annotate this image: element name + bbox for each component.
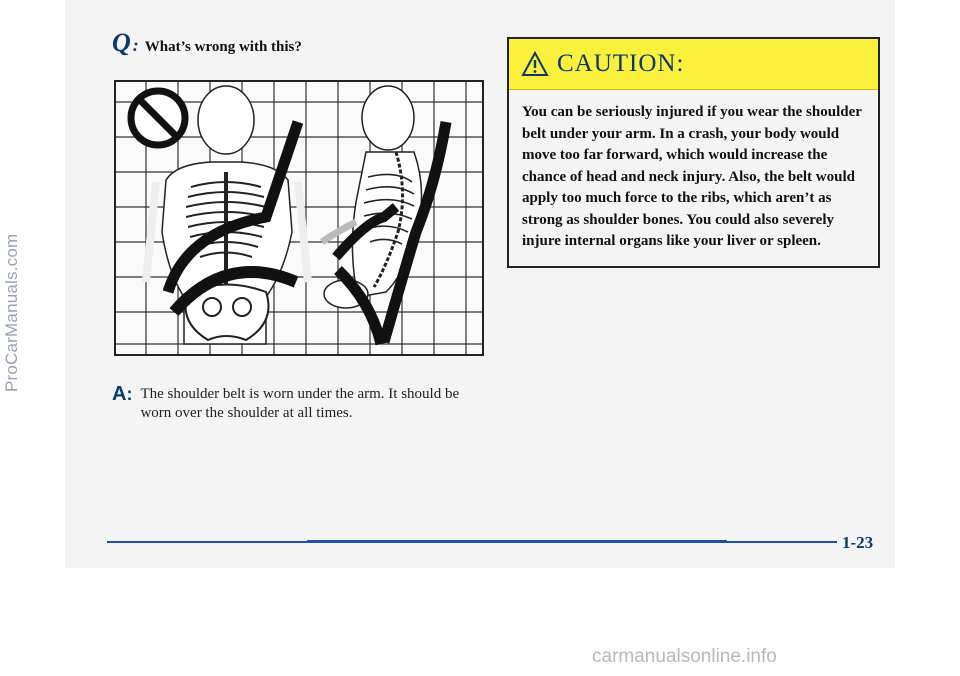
caution-box: [507, 37, 880, 268]
page-number: 1-23: [842, 533, 874, 552]
side-watermark: ProCarManuals.com: [2, 233, 21, 392]
prohibited-icon: [131, 91, 185, 145]
seatbelt-illustration: [114, 80, 484, 356]
caution-title: CAUTION:: [557, 50, 685, 77]
warning-triangle-icon: [521, 51, 549, 77]
answer-line: [112, 385, 470, 423]
answer-letter: A: [112, 383, 127, 405]
caution-header: [509, 39, 878, 90]
question-letter: Q: [112, 28, 131, 57]
answer-text: The shoulder belt is worn under the arm. It should be worn over the shoulder at all times.: [140, 386, 460, 421]
footer-watermark: carmanualsonline.info: [592, 646, 777, 667]
footer-rule: [107, 540, 837, 546]
answer-colon: :: [126, 384, 133, 404]
question-line: [112, 28, 302, 58]
question-colon: :: [132, 35, 139, 55]
skeleton-with-belt-illustration: [116, 82, 482, 354]
question-text: What’s wrong with this?: [144, 39, 302, 55]
caution-body-text: You can be seriously injured if you wear the shoulder belt under your arm. In a crash, your body would move too far forward, which would increase the chance of head and neck injury. Also, the belt would apply too much force to the ribs, which aren’t as strong as shoulder bones. You could also severely injure internal organs like your liver or spleen.: [522, 104, 862, 249]
